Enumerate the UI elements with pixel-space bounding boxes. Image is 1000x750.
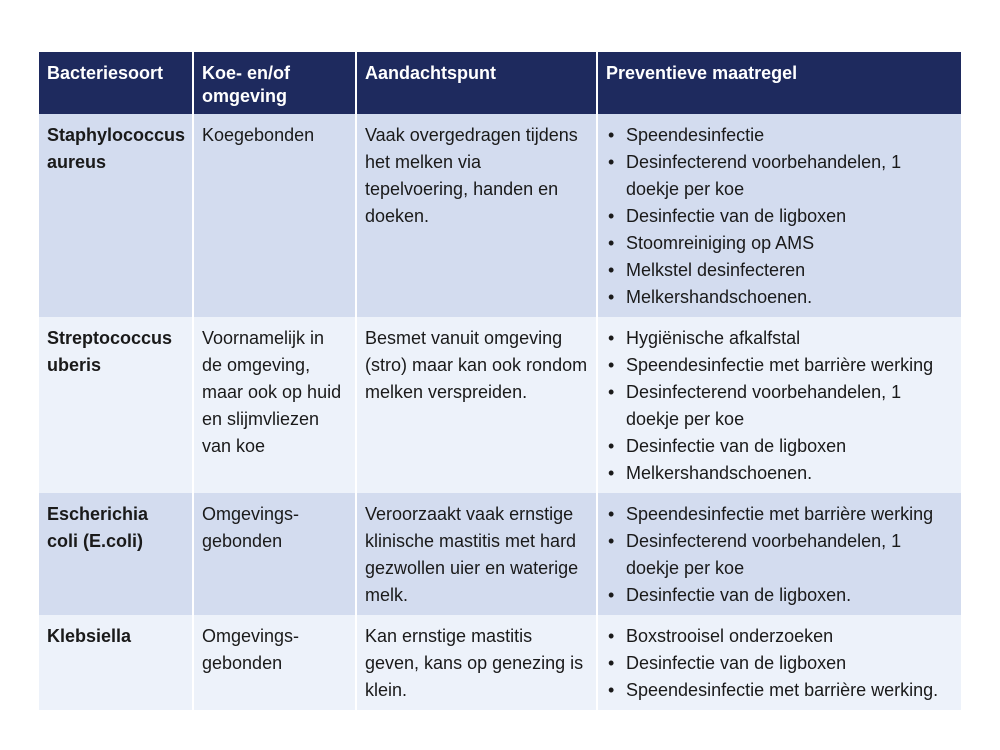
bullet-icon: •: [608, 463, 615, 483]
measure-item: [606, 379, 953, 433]
measure-text: Speendesinfectie met barrière werking: [626, 355, 934, 375]
measure-text: Desinfectie van de ligboxen.: [626, 585, 852, 605]
measures-list: [606, 623, 953, 704]
measure-text: Desinfecterend voorbehandelen, 1 doekje per koe: [626, 382, 902, 429]
measure-item: [606, 122, 953, 149]
measures-list: [606, 501, 953, 609]
bullet-icon: •: [608, 436, 615, 456]
bullet-icon: •: [608, 233, 615, 253]
measure-text: Melkstel desinfecteren: [626, 260, 806, 280]
bullet-icon: •: [608, 680, 615, 700]
measure-text: Speendesinfectie: [626, 125, 765, 145]
measure-item: [606, 528, 953, 582]
bullet-icon: •: [608, 125, 615, 145]
measure-text: Desinfectie van de ligboxen: [626, 653, 847, 673]
measure-item: [606, 460, 953, 487]
measures-cell: [597, 317, 961, 493]
table-row: [39, 615, 961, 710]
bullet-icon: •: [608, 287, 615, 307]
measure-item: [606, 230, 953, 257]
measure-text: Stoomreiniging op AMS: [626, 233, 815, 253]
source-cell: Omgevings-gebonden: [193, 493, 356, 615]
measure-text: Desinfecterend voorbehandelen, 1 doekje per koe: [626, 152, 902, 199]
measure-item: [606, 284, 953, 311]
bullet-icon: •: [608, 328, 615, 348]
mastitis-table-container: [39, 52, 961, 710]
bullet-icon: •: [608, 585, 615, 605]
header-koe-omgeving: Koe- en/of omgeving: [193, 52, 356, 114]
table-header-row: [39, 52, 961, 114]
measure-item: [606, 677, 953, 704]
measure-text: Desinfecterend voorbehandelen, 1 doekje per koe: [626, 531, 902, 578]
measure-item: [606, 325, 953, 352]
attention-cell: Veroorzaakt vaak ernstige klinische mastitis met hard gezwollen uier en waterige melk.: [356, 493, 597, 615]
table-row: [39, 114, 961, 317]
measure-item: [606, 257, 953, 284]
measure-item: [606, 149, 953, 203]
measure-text: Melkershandschoenen.: [626, 287, 813, 307]
measure-item: [606, 501, 953, 528]
bullet-icon: •: [608, 531, 615, 551]
table-row: [39, 317, 961, 493]
measure-text: Boxstrooisel onderzoeken: [626, 626, 834, 646]
header-preventieve-maatregel: Preventieve maatregel: [606, 63, 798, 83]
measures-cell: [597, 114, 961, 317]
bullet-icon: •: [608, 152, 615, 172]
bullet-icon: •: [608, 260, 615, 280]
bacterium-name: Staphylococcus aureus: [39, 114, 193, 317]
source-cell: Omgevings-gebonden: [193, 615, 356, 710]
source-cell: Koegebonden: [193, 114, 356, 317]
measure-text: Melkershandschoenen.: [626, 463, 813, 483]
mastitis-prevention-table: [39, 52, 961, 710]
bacterium-name: Klebsiella: [39, 615, 193, 710]
measures-cell: [597, 493, 961, 615]
measure-text: Speendesinfectie met barrière werking: [626, 504, 934, 524]
measure-text: Desinfectie van de ligboxen: [626, 206, 847, 226]
attention-cell: Besmet vanuit omgeving (stro) maar kan ook rondom melken verspreiden.: [356, 317, 597, 493]
bullet-icon: •: [608, 355, 615, 375]
measure-item: [606, 650, 953, 677]
attention-cell: Kan ernstige mastitis geven, kans op genezing is klein.: [356, 615, 597, 710]
bullet-icon: •: [608, 382, 615, 402]
bacterium-name: Escherichia coli (E.coli): [39, 493, 193, 615]
header-bacteriesoort: Bacteriesoort: [39, 52, 193, 114]
bullet-icon: •: [608, 626, 615, 646]
bullet-icon: •: [608, 653, 615, 673]
bullet-icon: •: [608, 206, 615, 226]
bacterium-name: Streptococcus uberis: [39, 317, 193, 493]
header-aandachtspunt: Aandachtspunt: [356, 52, 597, 114]
measure-item: [606, 433, 953, 460]
measure-item: [606, 203, 953, 230]
measures-list: [606, 122, 953, 311]
measures-cell: [597, 615, 961, 710]
measure-text: Speendesinfectie met barrière werking.: [626, 680, 939, 700]
source-cell: Voornamelijk in de omgeving, maar ook op huid en slijmvliezen van koe: [193, 317, 356, 493]
attention-cell: Vaak overgedragen tijdens het melken via tepelvoering, handen en doeken.: [356, 114, 597, 317]
table-row: [39, 493, 961, 615]
measure-item: [606, 352, 953, 379]
measure-text: Desinfectie van de ligboxen: [626, 436, 847, 456]
measure-item: [606, 623, 953, 650]
measures-list: [606, 325, 953, 487]
measure-item: [606, 582, 953, 609]
measure-text: Hygiënische afkalfstal: [626, 328, 801, 348]
bullet-icon: •: [608, 504, 615, 524]
